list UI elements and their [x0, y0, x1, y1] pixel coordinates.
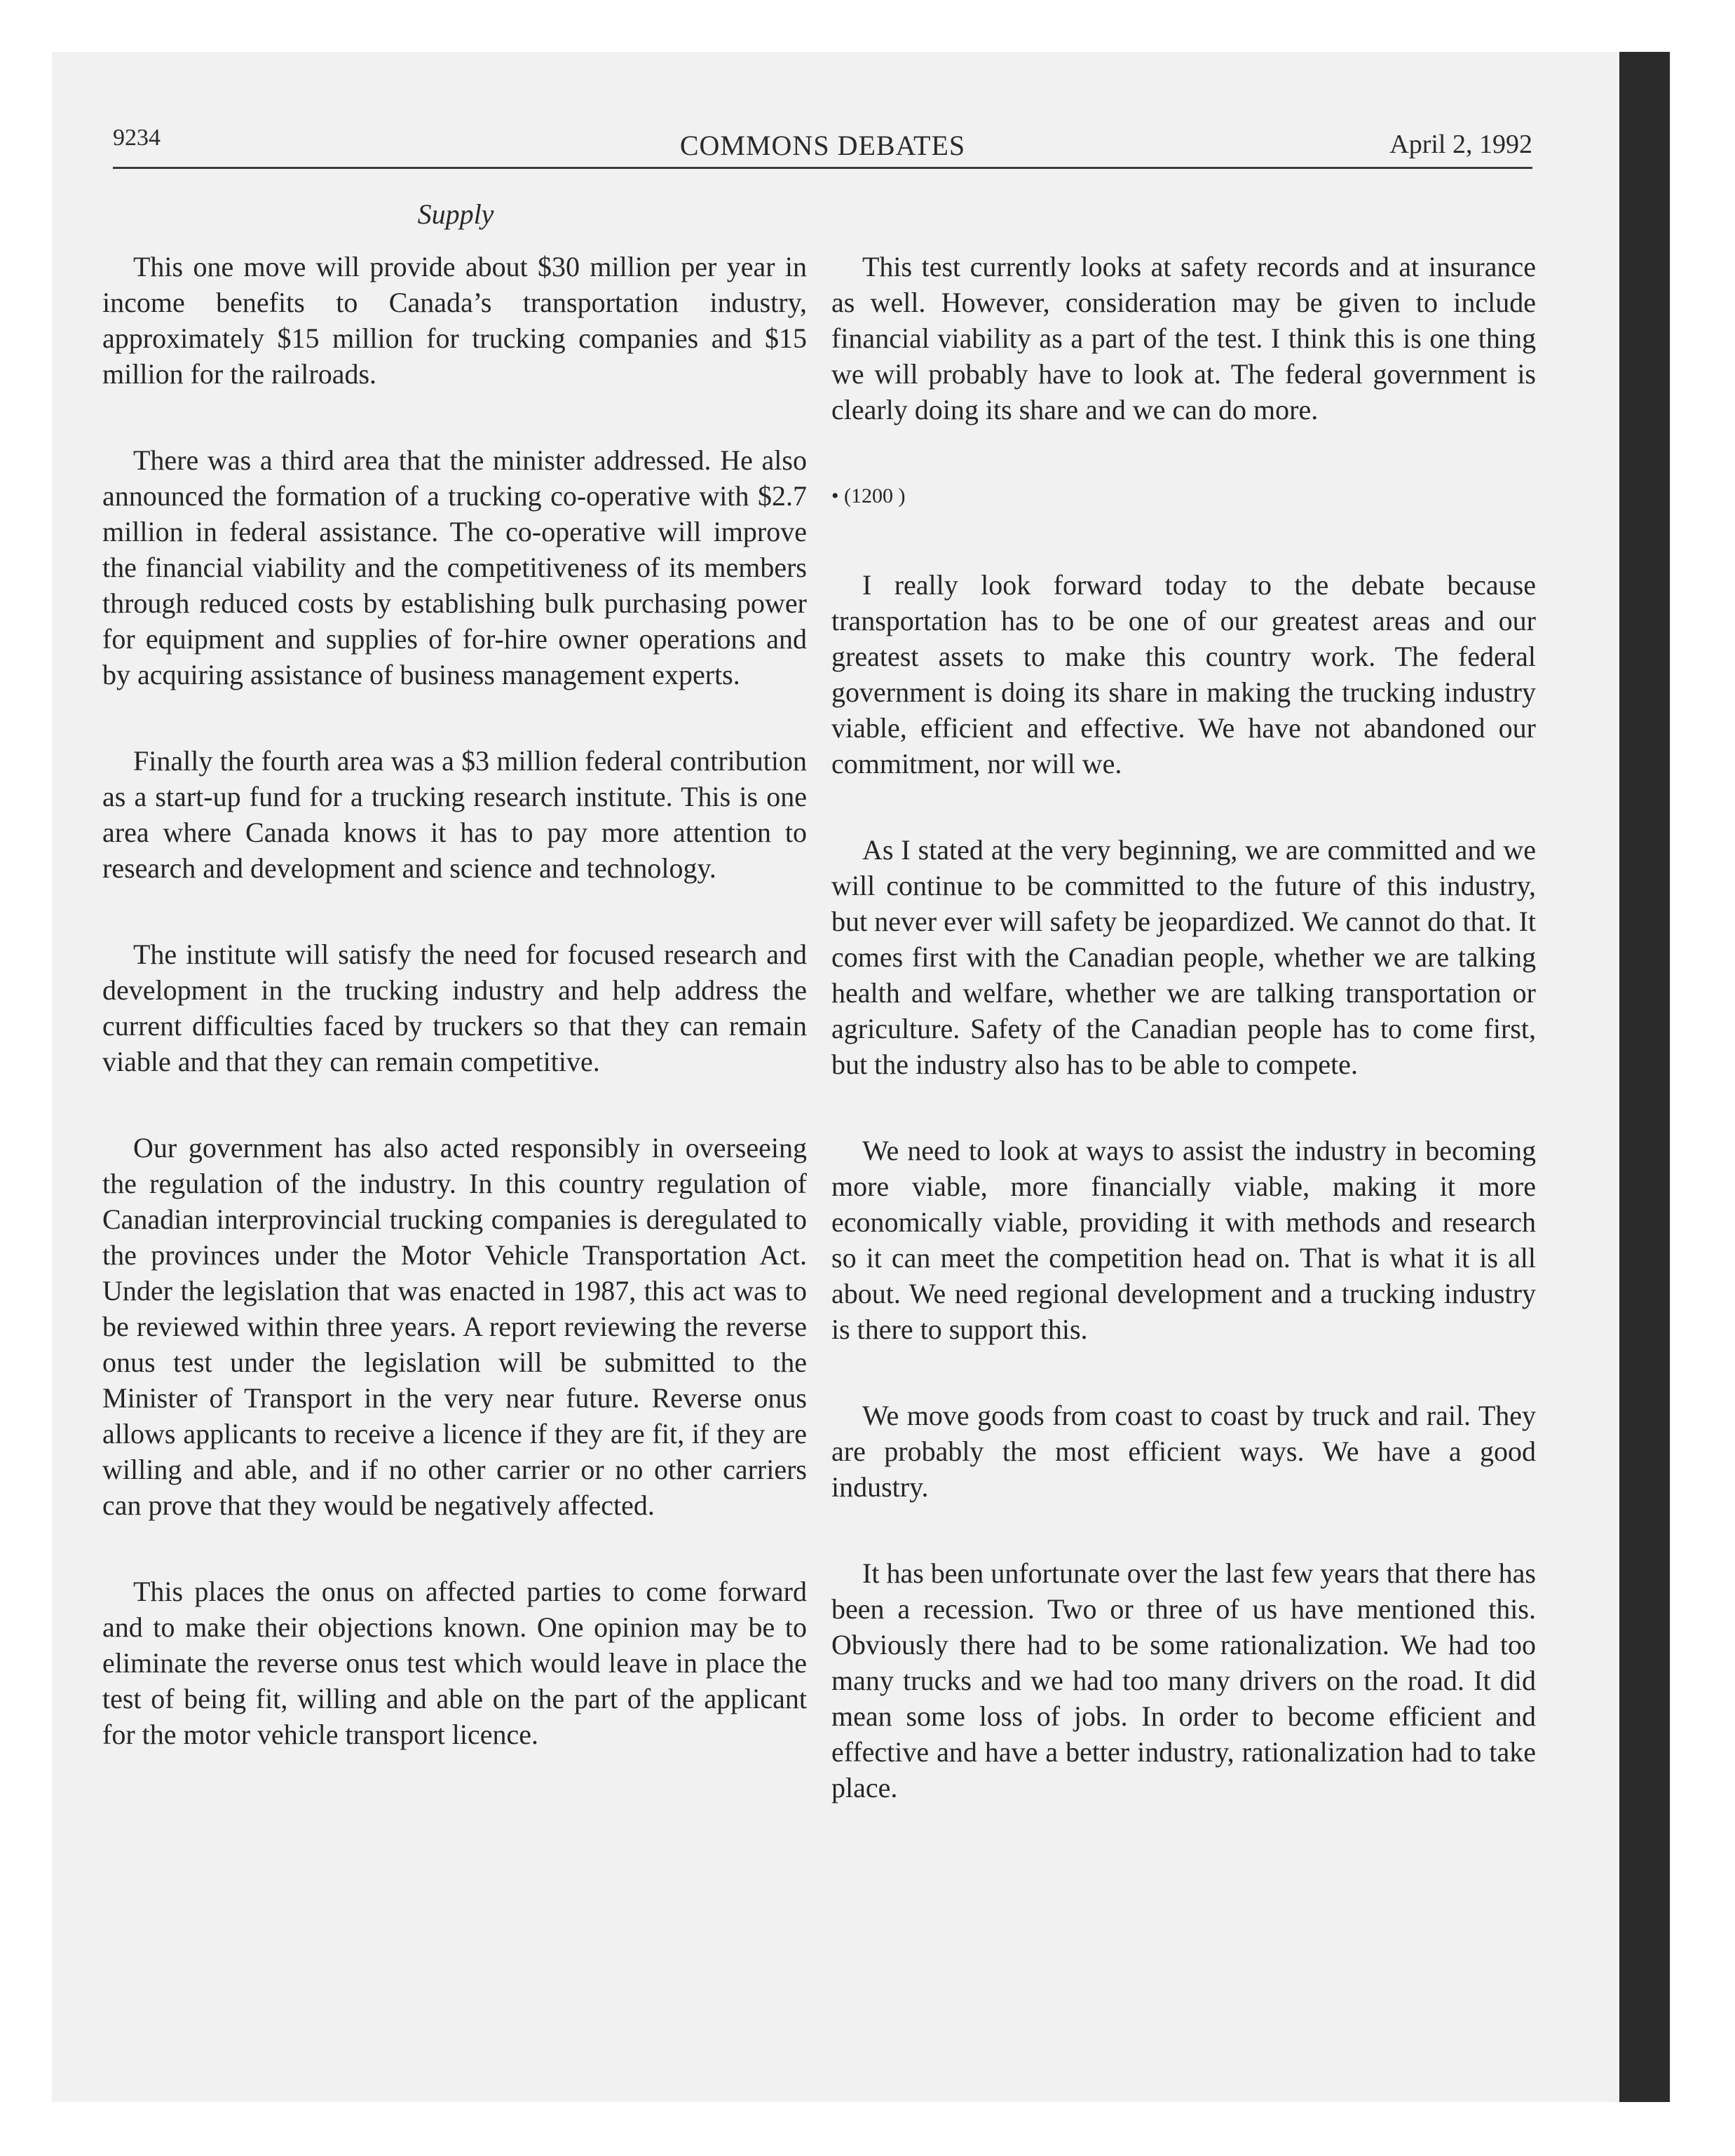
time-marker: • (1200 ) — [831, 484, 906, 507]
paragraph: This places the onus on affected parties to come forward and to make their objections known. One opinion may be to eliminate the reverse onus test which would leave in place the test of being fit, willing and able on the part of the applicant for the motor vehicle transport licence. — [102, 1576, 807, 1750]
paragraph: We move goods from coast to coast by truck and rail. They are probably the most efficient ways. We have a good industry. — [831, 1400, 1536, 1503]
paragraph: Our government has also acted responsibly in overseeing the regulation of the industry. In this country regulation of Canadian interprovincial trucking companies is deregulated to the provinces under the Motor Vehicle Transportation Act. Under the legislation that was enacted in 1987, this act was to be reviewed within three years. A report reviewing the reverse onus test under the legislation will be submitted to the Minister of Transport in the very near future. Reverse onus allows applicants to receive a licence if they are fit, if they are willing and able, and if no other carrier or no other carriers can prove that they would be negatively affected. — [102, 1132, 807, 1521]
right-column — [831, 249, 1536, 1856]
section-title: Supply — [417, 198, 494, 230]
paragraph: Finally the fourth area was a $3 million federal contribution as a start-up fund for a trucking research institute. This is one area where Canada knows it has to pay more attention to research and development and science and technology. — [102, 745, 807, 884]
page-number: 9234 — [113, 125, 161, 151]
paragraph: It has been unfortunate over the last few years that there has been a recession. Two or three of us have mentioned this. Obviously there had to be some rationalization. We had too many trucks and we had too many drivers on the road. It did mean some loss of jobs. In order to become efficient and effective and have a better industry, rationalization had to take place. — [831, 1557, 1536, 1803]
left-column — [102, 249, 807, 1803]
paragraph: I really look forward today to the debate because transportation has to be one of our greatest areas and our greatest assets to make this country work. The federal government is doing its share in making the trucking industry viable, efficient and effective. We have not abandoned our commitment, nor will we. — [831, 569, 1536, 779]
paragraph: There was a third area that the minister addressed. He also announced the formation of a trucking co-operative with $2.7 million in federal assistance. The co-operative will improve the financial viability and the competitiveness of its members through reduced costs by establishing bulk purchasing power for equipment and supplies of for-hire owner operations and by acquiring assistance of business management experts. — [102, 444, 807, 690]
publication-title: COMMONS DEBATES — [679, 130, 966, 161]
paragraph: As I stated at the very beginning, we are committed and we will continue to be committed to the future of this industry, but never ever will safety be jeopardized. We cannot do that. It comes first with the Canadian people, whether we are talking health and welfare, whether we are talking transportation or agriculture. Safety of the Canadian people has to come first, but the industry also has to be able to compete. — [831, 834, 1536, 1080]
paragraph: This one move will provide about $30 million per year in income benefits to Canada’s transportation industry, approximately $15 million for trucking companies and $15 million for the railroads. — [102, 251, 807, 390]
paragraph: The institute will satisfy the need for focused research and development in the trucking industry and help address the current difficulties faced by truckers so that they can remain viable and that they can remain competitive. — [102, 939, 807, 1077]
page-header — [113, 118, 1532, 169]
publication-date: April 2, 1992 — [1389, 130, 1532, 159]
paragraph: We need to look at ways to assist the industry in becoming more viable, more financially viable, making it more economically viable, providing it with methods and research so it can meet the competition head on. That is what it is all about. We need regional development and a trucking industry is there to support this. — [831, 1135, 1536, 1345]
paragraph: This test currently looks at safety records and at insurance as well. However, consideration may be given to include financial viability as a part of the test. I think this is one thing we will probably have to look at. The federal government is clearly doing its share and we can do more. — [831, 251, 1536, 425]
scan-binding-edge — [1619, 52, 1670, 2102]
